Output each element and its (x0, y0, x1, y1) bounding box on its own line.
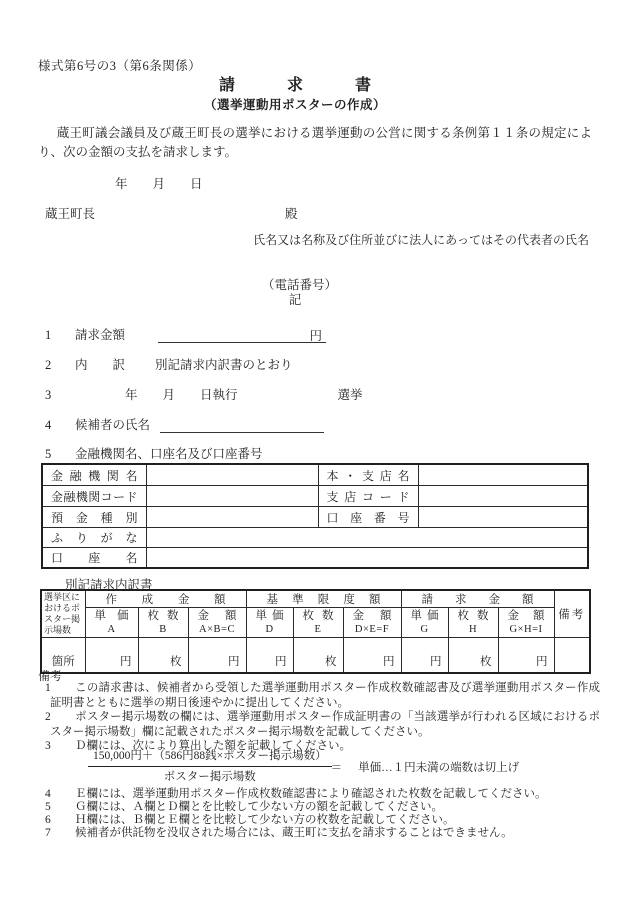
addressee-name: 蔵王町長 (45, 207, 96, 221)
deposit-type-value (146, 507, 318, 528)
formula-equals: ＝ (330, 762, 343, 774)
item-breakdown-ref (38, 355, 592, 373)
candidate-name-blank (160, 416, 324, 433)
table-row (42, 507, 588, 528)
table-row (42, 486, 588, 507)
note-text: Ｇ欄には、Ａ欄とＤ欄とを比較して少ない方の額を記載してください。 (75, 801, 443, 813)
note-number: 4 (45, 788, 51, 800)
col-header-unit-price-g: 単価 G (401, 608, 448, 638)
item-number: 5 (45, 447, 52, 461)
col-header-unit-price-a: 単価 A (85, 608, 138, 638)
remarks-header: 備考 (554, 590, 590, 638)
account-name-value (146, 548, 588, 569)
date-line: 年 月 日 (115, 177, 203, 191)
note-text: Ｈ欄には、Ｂ欄とＥ欄とを比較して少ない方の枚数を記載してください。 (75, 814, 455, 826)
item-label: 請求金額 (75, 328, 126, 342)
note-number: 3 (45, 740, 51, 752)
form-number: 様式第6号の3（第6条関係） (38, 59, 202, 73)
col-header-amount-c: 金額 A×B=C (188, 608, 246, 638)
unit-cell: 枚 (293, 638, 343, 674)
unit-cell: 円 (498, 638, 554, 674)
col-header-count-b: 枚数 B (138, 608, 188, 638)
table-row (42, 464, 588, 486)
election-date-text: 年 月 日執行 (125, 388, 238, 402)
note-text: Ｄ欄には、次により算出した額を記載してください。 (75, 740, 351, 752)
item-value: 別記請求内訳書のとおり (155, 358, 293, 372)
bank-code-label: 金融機関コード (42, 486, 146, 507)
intro-paragraph: 蔵王町議会議員及び蔵王町長の選挙における選挙運動の公営に関する条例第１１条の規定により、次の金額の支払を請求します。 (38, 126, 592, 159)
unit-cell: 円 (343, 638, 401, 674)
formula-denominator: ポスター掲示場数 (163, 771, 256, 783)
notes-title: 備考 (38, 669, 63, 683)
note-number: 1 (45, 682, 51, 694)
election-suffix: 選挙 (337, 388, 363, 402)
addressee-honorific: 殿 (285, 207, 298, 221)
unit-cell: 円 (246, 638, 293, 674)
breakdown-table-title: 別記請求内訳書 (65, 578, 153, 592)
note-text: 候補者が供託物を没収された場合には、蔵王町に支払を請求することはできません。 (75, 827, 513, 839)
col-header-amount-i: 金額 G×H=I (498, 608, 554, 638)
ki-marker: 記 (288, 293, 302, 307)
bank-account-table (41, 463, 589, 569)
formula-numerator: 150,000円＋（586円88銭×ポスター掲示場数） (88, 750, 332, 767)
note-7 (38, 826, 600, 841)
note-number: 2 (45, 711, 51, 723)
branch-code-label: 支店コード (318, 486, 418, 507)
document-title (38, 72, 592, 95)
item-candidate-name (38, 415, 592, 433)
note-2 (38, 710, 600, 739)
table-row (41, 590, 590, 608)
note-text: ポスター掲示場数の欄には、選挙運動用ポスター作成証明書の「当該選挙が行われる区域におけるポスター掲示場数」欄に記載されたポスター掲示場数を記載してください。 (50, 711, 600, 738)
note-text: この請求書は、候補者から受領した選挙運動用ポスター作成枚数確認書及び選挙運動用ポスター作成証明書とともに選挙の期日後速やかに提出してください。 (50, 682, 600, 709)
note-text: Ｅ欄には、選挙運動用ポスター作成枚数確認書により確認された枚数を記載してください。 (75, 788, 547, 800)
branch-name-value (418, 464, 588, 486)
note-1 (38, 681, 600, 710)
furigana-label: ふりがな (42, 528, 146, 548)
table-row (42, 528, 588, 548)
item-claim-amount (38, 325, 592, 343)
col-header-unit-price-d: 単価 D (246, 608, 293, 638)
item-number: 4 (45, 418, 52, 432)
bank-name-label: 金融機関名 (42, 464, 146, 486)
document-subtitle: （選挙運動用ポスターの作成） (203, 98, 386, 112)
group-header-claim: 請求金額 (401, 590, 554, 608)
account-number-label: 口座番号 (318, 507, 418, 528)
item-number: 2 (45, 358, 52, 372)
unit-cell: 円 (401, 638, 448, 674)
item-election-date (38, 385, 592, 403)
breakdown-table (40, 589, 591, 674)
unit-cell: 円 (85, 638, 138, 674)
bank-code-value (146, 486, 318, 507)
poster-sites-header: 選挙区におけるポスター掲示場数 (41, 590, 85, 638)
furigana-value (146, 528, 588, 548)
yen-unit: 円 (309, 329, 323, 343)
poster-sites-unit: 箇所 (41, 638, 85, 674)
note-number: 6 (45, 814, 51, 826)
document-title-text: 請求書 (218, 77, 423, 94)
account-name-label: 口座名 (42, 548, 146, 569)
unit-cell: 円 (188, 638, 246, 674)
unit-price-formula (88, 750, 519, 784)
addressee-line (38, 204, 592, 222)
item-number: 3 (45, 388, 52, 402)
formula-result: 単価…１円未満の端数は切上げ (358, 762, 520, 774)
unit-cell: 枚 (138, 638, 188, 674)
formula-fraction (88, 750, 332, 784)
bank-name-value (146, 464, 318, 486)
item-bank-info (38, 444, 592, 462)
branch-name-label: 本・支店名 (318, 464, 418, 486)
col-header-amount-f: 金額 D×E=F (343, 608, 401, 638)
col-header-count-e: 枚数 E (293, 608, 343, 638)
table-row (42, 548, 588, 569)
item-label: 金融機関名、口座名及び口座番号 (75, 447, 263, 461)
group-header-creation: 作成金額 (85, 590, 246, 608)
note-number: 5 (45, 801, 51, 813)
applicant-name-note: 氏名又は名称及び住所並びに法人にあってはその代表者の氏名 (253, 233, 589, 247)
item-label: 候補者の氏名 (75, 418, 151, 432)
branch-code-value (418, 486, 588, 507)
unit-cell: 枚 (448, 638, 498, 674)
note-number: 7 (45, 827, 51, 839)
phone-number-label: （電話番号） (262, 278, 338, 292)
item-label: 内 訳 (75, 358, 126, 372)
group-header-limit: 基準限度額 (246, 590, 401, 608)
col-header-count-h: 枚数 H (448, 608, 498, 638)
item-number: 1 (45, 328, 52, 342)
table-row (41, 608, 590, 638)
account-number-value (418, 507, 588, 528)
claim-amount-blank (158, 326, 326, 343)
deposit-type-label: 預金種別 (42, 507, 146, 528)
